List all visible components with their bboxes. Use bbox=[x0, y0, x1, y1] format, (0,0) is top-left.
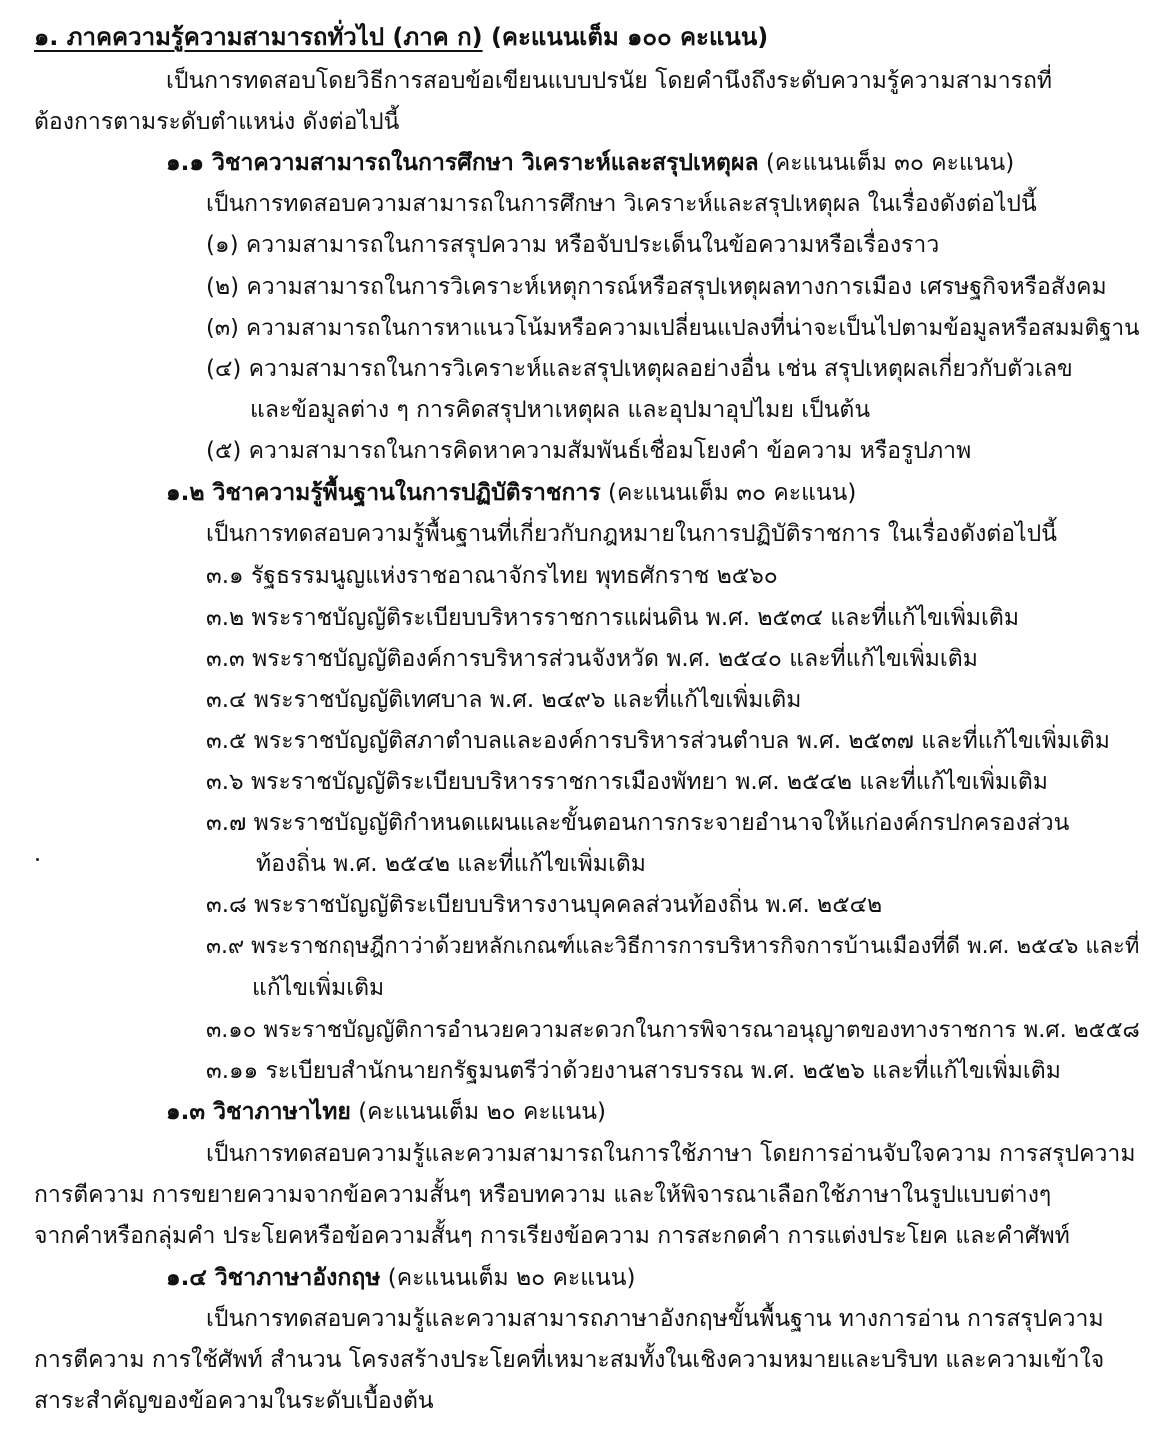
subsection-1-2-item: ๓.๕ พระราชบัญญัติสภาตำบลและองค์การบริหารส่วนตำบล พ.ศ. ๒๕๓๗ และที่แก้ไขเพิ่มเติม bbox=[206, 728, 1110, 754]
subsection-1-3-score: (คะแนนเต็ม ๒๐ คะแนน) bbox=[358, 1099, 606, 1125]
subsection-1-4-line: สาระสำคัญของข้อความในระดับเบื้องต้น bbox=[34, 1388, 434, 1414]
subsection-1-4-line: การตีความ การใช้ศัพท์ สำนวน โครงสร้างประโยคที่เหมาะสมทั้งในเชิงความหมายและบริบท และความเข้าใจ bbox=[34, 1347, 1105, 1373]
subsection-1-1-item-continued: และข้อมูลต่าง ๆ การคิดสรุปหาเหตุผล และอุปมาอุปไมย เป็นต้น bbox=[250, 397, 871, 423]
subsection-1-3-heading: ๑.๓ วิชาภาษาไทย bbox=[166, 1099, 351, 1125]
section-title-score: (คะแนนเต็ม ๑๐๐ คะแนน) bbox=[490, 23, 769, 51]
subsection-1-2-item: ๓.๓ พระราชบัญญัติองค์การบริหารส่วนจังหวัด พ.ศ. ๒๕๔๐ และที่แก้ไขเพิ่มเติม bbox=[206, 646, 978, 672]
subsection-1-4-heading: ๑.๔ วิชาภาษาอังกฤษ bbox=[166, 1265, 381, 1291]
subsection-1-4-score: (คะแนนเต็ม ๒๐ คะแนน) bbox=[387, 1265, 636, 1291]
subsection-1-3-line: การตีความ การขยายความจากข้อความสั้นๆ หรือบทความ และให้พิจารณาเลือกใช้ภาษาในรูปแบบต่างๆ bbox=[34, 1182, 1052, 1208]
subsection-1-2-item: ๓.๑๑ ระเบียบสำนักนายกรัฐมนตรีว่าด้วยงานสารบรรณ พ.ศ. ๒๕๒๖ และที่แก้ไขเพิ่มเติม bbox=[206, 1058, 1061, 1084]
subsection-1-1-intro: เป็นการทดสอบความสามารถในการศึกษา วิเคราะห์และสรุปเหตุผล ในเรื่องดังต่อไปนี้ bbox=[206, 191, 1037, 217]
stray-dot bbox=[36, 858, 39, 861]
subsection-1-1-item: (๑) ความสามารถในการสรุปความ หรือจับประเด็นในข้อความหรือเรื่องราว bbox=[206, 232, 940, 258]
subsection-1-2-item: ๓.๖ พระราชบัญญัติระเบียบบริหารราชการเมืองพัทยา พ.ศ. ๒๕๔๒ และที่แก้ไขเพิ่มเติม bbox=[206, 769, 1048, 795]
subsection-1-2-item: ๓.๔ พระราชบัญญัติเทศบาล พ.ศ. ๒๔๙๖ และที่แก้ไขเพิ่มเติม bbox=[206, 687, 802, 713]
subsection-1-2-heading-row bbox=[166, 476, 856, 510]
subsection-1-2-item: ๓.๗ พระราชบัญญัติกำหนดแผนและขั้นตอนการกระจายอำนาจให้แก่องค์กรปกครองส่วน bbox=[206, 810, 1070, 836]
subsection-1-2-item: ๓.๒ พระราชบัญญัติระเบียบบริหารราชการแผ่นดิน พ.ศ. ๒๕๓๔ และที่แก้ไขเพิ่มเติม bbox=[206, 605, 1019, 631]
subsection-1-4-heading-row bbox=[166, 1261, 635, 1295]
subsection-1-2-score: (คะแนนเต็ม ๓๐ คะแนน) bbox=[608, 480, 857, 506]
section-intro-line-2: ต้องการตามระดับตำแหน่ง ดังต่อไปนี้ bbox=[34, 109, 400, 135]
subsection-1-2-item-continued: แก้ไขเพิ่มเติม bbox=[252, 975, 385, 1001]
subsection-1-2-item: ๓.๘ พระราชบัญญัติระเบียบบริหารงานบุคคลส่วนท้องถิ่น พ.ศ. ๒๕๔๒ bbox=[206, 892, 883, 918]
subsection-1-3-line: เป็นการทดสอบความรู้และความสามารถในการใช้ภาษา โดยการอ่านจับใจความ การสรุปความ bbox=[206, 1141, 1136, 1167]
subsection-1-1-item: (๒) ความสามารถในการวิเคราะห์เหตุการณ์หรือสรุปเหตุผลทางการเมือง เศรษฐกิจหรือสังคม bbox=[206, 274, 1107, 300]
section-title bbox=[34, 20, 768, 54]
subsection-1-1-heading-row bbox=[166, 146, 1014, 180]
subsection-1-3-line: จากคำหรือกลุ่มคำ ประโยคหรือข้อความสั้นๆ การเรียงข้อความ การสะกดคำ การแต่งประโยค และคำศัพท์ bbox=[34, 1223, 1070, 1249]
subsection-1-1-item: (๔) ความสามารถในการวิเคราะห์และสรุปเหตุผลอย่างอื่น เช่น สรุปเหตุผลเกี่ยวกับตัวเลข bbox=[206, 356, 1073, 382]
section-title-main: ๑. ภาคความรู้ความสามารถทั่วไป (ภาค ก) bbox=[34, 23, 483, 51]
subsection-1-1-heading: ๑.๑ วิชาความสามารถในการศึกษา วิเคราะห์และสรุปเหตุผล bbox=[166, 150, 759, 176]
section-intro-line-1: เป็นการทดสอบโดยวิธีการสอบข้อเขียนแบบปรนัย โดยคำนึงถึงระดับความรู้ความสามารถที่ bbox=[166, 68, 1053, 94]
subsection-1-2-heading: ๑.๒ วิชาความรู้พื้นฐานในการปฏิบัติราชการ bbox=[166, 480, 601, 506]
subsection-1-1-item: (๕) ความสามารถในการคิดหาความสัมพันธ์เชื่อมโยงคำ ข้อความ หรือรูปภาพ bbox=[206, 438, 972, 464]
subsection-1-2-item: ๓.๑๐ พระราชบัญญัติการอำนวยความสะดวกในการพิจารณาอนุญาตของทางราชการ พ.ศ. ๒๕๕๘ bbox=[206, 1017, 1140, 1043]
subsection-1-2-item-continued: ท้องถิ่น พ.ศ. ๒๕๔๒ และที่แก้ไขเพิ่มเติม bbox=[256, 851, 646, 877]
subsection-1-4-line: เป็นการทดสอบความรู้และความสามารถภาษาอังกฤษขั้นพื้นฐาน ทางการอ่าน การสรุปความ bbox=[206, 1306, 1104, 1332]
subsection-1-1-score: (คะแนนเต็ม ๓๐ คะแนน) bbox=[765, 150, 1015, 176]
subsection-1-3-heading-row bbox=[166, 1095, 606, 1129]
subsection-1-2-item: ๓.๑ รัฐธรรมนูญแห่งราชอาณาจักรไทย พุทธศักราช ๒๕๖๐ bbox=[206, 563, 778, 589]
subsection-1-2-intro: เป็นการทดสอบความรู้พื้นฐานที่เกี่ยวกับกฎหมายในการปฏิบัติราชการ ในเรื่องดังต่อไปนี้ bbox=[206, 521, 1057, 547]
subsection-1-1-item: (๓) ความสามารถในการหาแนวโน้มหรือความเปลี่ยนแปลงที่น่าจะเป็นไปตามข้อมูลหรือสมมติฐาน bbox=[206, 315, 1140, 341]
subsection-1-2-item: ๓.๙ พระราชกฤษฎีกาว่าด้วยหลักเกณฑ์และวิธีการการบริหารกิจการบ้านเมืองที่ดี พ.ศ. ๒๕๔๖ และที่ bbox=[206, 934, 1140, 959]
